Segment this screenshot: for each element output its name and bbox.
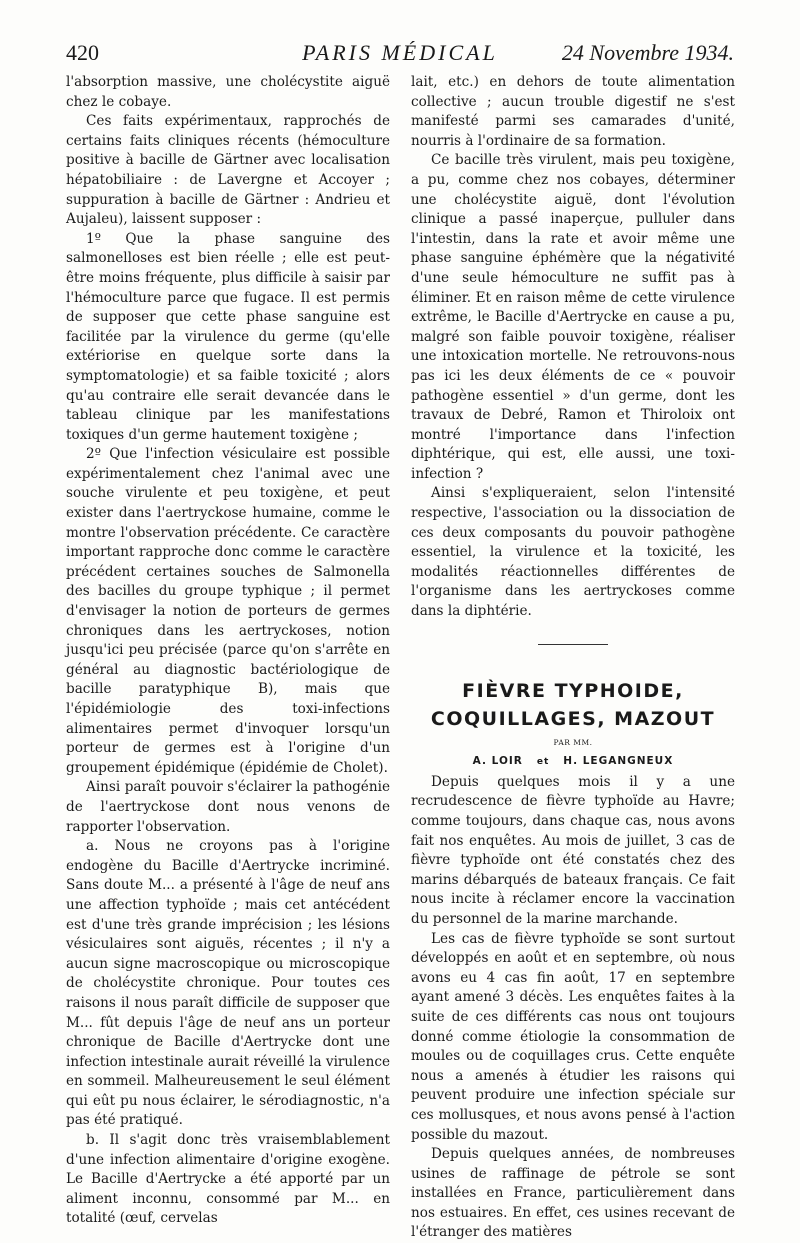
paragraph: Ce bacille très virulent, mais peu toxigène, a pu, comme chez nos cobayes, déterminer une cholécystite aiguë, dont l'évolution clinique a passé inaperçue, pulluler dans l'intestin, dans la rate et avoir même une phase sanguine éphémère que la négativité d'une seule hémoculture ne suffit pas à éliminer. Et en raison même de cette virulence extrême, le Bacille d'Aertrycke en cause a pu, malgré son faible pouvoir toxigène, réaliser une intoxication mortelle. Ne retrouvons-nous pas ici les deux éléments de ce « pouvoir pathogène essentiel » d'un germe, dont les travaux de Debré, Ramon et Thiroloix ont montré l'importance dans l'infection diphtérique, qui est, elle aussi, une toxi-infection ? bbox=[411, 152, 735, 482]
issue-date: 24 Novembre 1934. bbox=[561, 40, 734, 65]
page-number: 420 bbox=[66, 40, 99, 65]
author-name: A. LOIR bbox=[472, 755, 523, 768]
journal-title: PARIS MÉDICAL bbox=[302, 40, 498, 65]
paragraph: 1º Que la phase sanguine des salmonelloses est bien réelle ; elle est peut-être moins fréquente, plus difficile à saisir par l'hémoculture parce que fugace. Il est permis de supposer que cette phase sanguine est facilitée par la virulence du germe (qu'elle extériorise en quelque sorte dans la symptomatologie) et sa faible toxicité ; alors qu'au contraire elle serait devancée dans le tableau clinique par les manifestations toxiques d'un germe hautement toxigène ; bbox=[66, 230, 390, 443]
page-header bbox=[66, 40, 734, 70]
authors bbox=[411, 752, 735, 773]
paragraph: 2º Que l'infection vésiculaire est possible expérimentalement chez l'animal avec une souche virulente et peu toxigène, et peut exister dans l'aertryckose humaine, comme le montre l'observation précédente. Ce caractère important rapproche donc comme le caractère précédent certaines souches de Salmonella des bacilles du groupe typhique ; il permet d'envisager la notion de porteurs de germes chroniques dans les aertryckoses, notion jusqu'ici peu précisée (parce qu'on s'arrête en général au diagnostic bactériologique de bacille paratyphique B), mais que l'épidémiologie des toxi-infections alimentaires permet d'invoquer lorsqu'un porteur de germes est à l'origine d'un groupement épidémique (épidémie de Cholet). bbox=[66, 446, 390, 776]
author-conjunction: et bbox=[536, 757, 550, 768]
article-paragraph: Depuis quelques années, de nombreuses usines de raffinage de pétrole se sont installées en France, particulièrement dans nos estuaires. En effet, ces usines recevant de l'étranger des matières bbox=[411, 1146, 735, 1241]
paragraph: b. Il s'agit donc très vraisemblablement d'une infection alimentaire d'origine exogène. Le Bacille d'Aertrycke a été apporté par un aliment inconnu, consommé par M... en totalité (œuf, cervelas bbox=[66, 1132, 390, 1227]
paragraph: l'absorption massive, une cholécystite aiguë chez le cobaye. bbox=[66, 74, 390, 110]
paragraph: lait, etc.) en dehors de toute alimentation collective ; aucun trouble digestif ne s'est manifesté parmi ses camarades d'unité, nourris à l'ordinaire de sa formation. bbox=[411, 74, 735, 149]
byline-label: PAR MM. bbox=[553, 737, 593, 747]
paragraph: Ainsi paraît pouvoir s'éclairer la pathogénie de l'aertryckose dont nous venons de rapporter l'observation. bbox=[66, 779, 390, 835]
article-paragraph: Les cas de fièvre typhoïde se sont surtout développés en août et en septembre, où nous avons eu 4 cas fin août, 17 en septembre ayant amené 3 décès. Les enquêtes faites à la suite de ces différents cas nous ont toujours donné comme étiologie la consommation de moules ou de coquillages crus. Cette enquête nous a amenés à étudier les raisons qui peuvent produire une infection spéciale sur ces mollusques, et nous avons pensé à l'action possible du mazout. bbox=[411, 930, 735, 1143]
author-name: H. LEGANGNEUX bbox=[563, 755, 674, 768]
right-column bbox=[411, 73, 735, 1243]
section-divider bbox=[538, 644, 608, 645]
paragraph: a. Nous ne croyons pas à l'origine endogène du Bacille d'Aertrycke incriminé. Sans doute M... a présenté à l'âge de neuf ans une affection typhoïde ; mais cet antécédent est d'une très grande imprécision ; les lésions vésiculaires sont aiguës, récentes ; il n'y a aucun signe macroscopique ou microscopique de cholécystite chronique. Pour toutes ces raisons il nous paraît difficile de supposer que M... fût depuis l'âge de neuf ans un porteur chronique de Bacille d'Aertrycke dont une infection intestinale aurait réveillé la virulence en sommeil. Malheureusement le seul élément qui eût pu nous éclairer, le sérodiagnostic, n'a pas été pratiqué. bbox=[66, 838, 390, 1129]
article-paragraph: Depuis quelques mois il y a une recrudescence de fièvre typhoïde au Havre; comme toujours, dans chaque cas, nous avons fait nos enquêtes. Au mois de juillet, 3 cas de fièvre typhoïde ont été constatés chez des marins débarqués de bateaux français. Ce fait nous incite à réclamer encore la vaccination du personnel de la marine marchande. bbox=[411, 773, 735, 927]
paragraph: Ces faits expérimentaux, rapprochés de certains faits cliniques récents (hémoculture positive à bacille de Gärtner avec localisation hépatobiliaire : de Lavergne et Accoyer ; suppuration à bacille de Gärtner : Andrieu et Aujaleu), laissent supposer : bbox=[66, 113, 390, 228]
left-column bbox=[66, 73, 390, 1229]
article-title-line-2: COQUILLAGES, MAZOUT bbox=[430, 707, 716, 730]
paragraph: Ainsi s'expliqueraient, selon l'intensité respective, l'association ou la dissociation de ces deux composants du pouvoir pathogène essentiel, la virulence et la toxicité, les modalités réactionnelles différentes de l'organisme dans les aertryckoses comme dans la diphtérie. bbox=[411, 485, 735, 620]
article-title-line-1: FIÈVRE TYPHOIDE, bbox=[462, 679, 684, 702]
